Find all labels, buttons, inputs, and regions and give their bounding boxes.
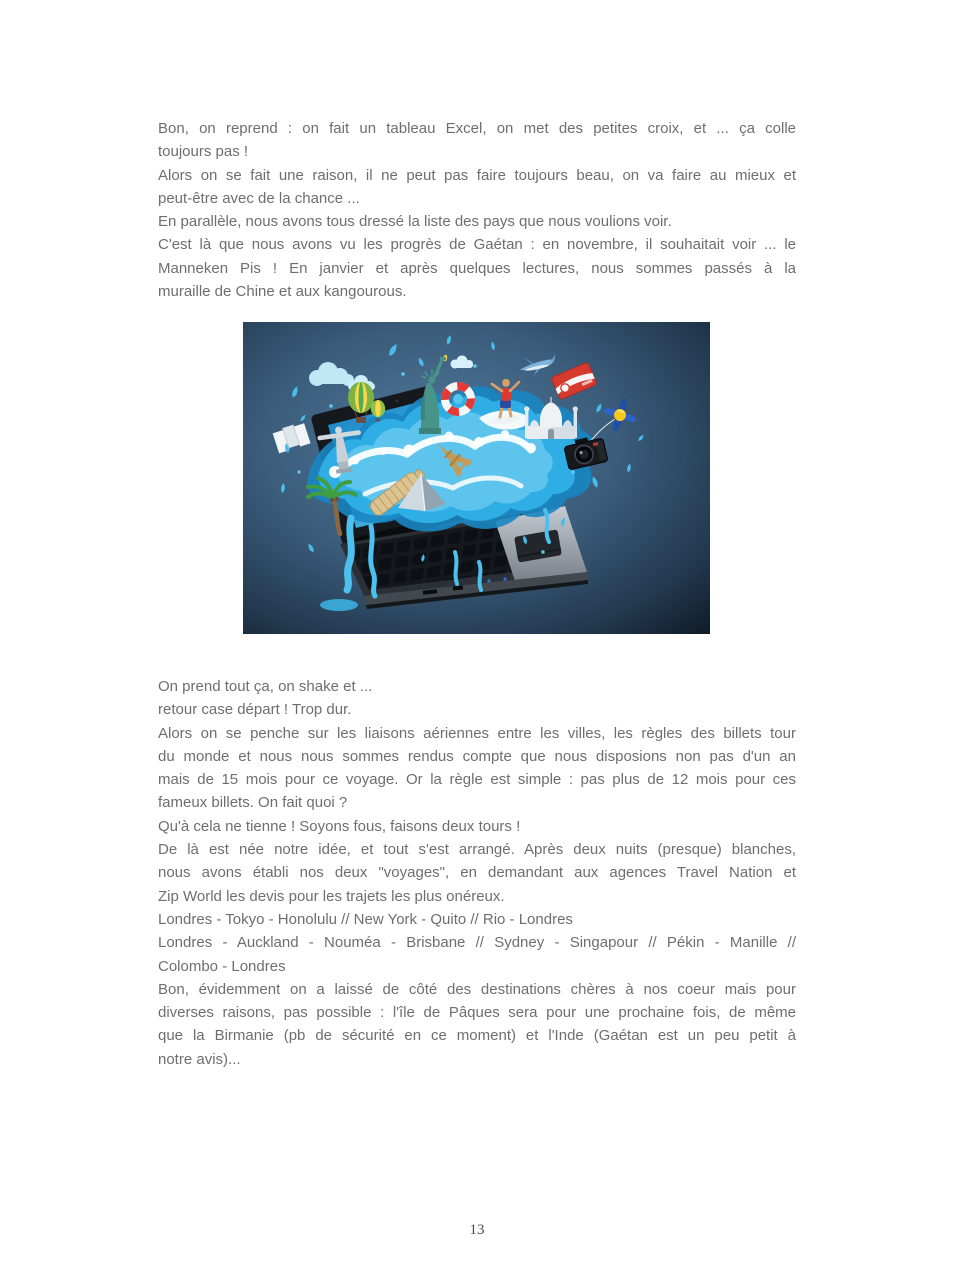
water-pool-icon bbox=[320, 599, 358, 611]
paragraph-line: que la Birmanie (pb de sécurité en ce moment) et l'Inde (Gaétan est un peu petit à bbox=[158, 1027, 796, 1045]
page-number: 13 bbox=[469, 1222, 485, 1238]
paragraph-line: notre avis)... bbox=[158, 1050, 241, 1068]
paragraph-line: retour case départ ! Trop dur. bbox=[158, 701, 352, 719]
paragraph-line: Londres - Auckland - Nouméa - Brisbane // Sydney - Singapour // Pékin - Manille // bbox=[158, 934, 796, 952]
paragraph-line: Manneken Pis ! En janvier et après quelques lectures, nous sommes passés à la bbox=[158, 259, 796, 277]
paragraph-line: C'est là que nous avons vu les progrès de Gaétan : en novembre, il souhaitait voir ... le bbox=[158, 236, 796, 254]
paragraph-line: De là est née notre idée, et tout s'est arrangé. Après deux nuits (presque) blanches, bbox=[158, 841, 796, 859]
paragraph-line: diverses raisons, pas possible : l'île de Pâques sera pour une prochaine fois, de même bbox=[158, 1004, 796, 1022]
paragraph-line: Zip World les devis pour les trajets les plus onéreux. bbox=[158, 887, 505, 905]
paragraph-line: Alors on se penche sur les liaisons aériennes entre les villes, les règles des billets tour bbox=[158, 724, 796, 742]
lifebuoy-icon bbox=[442, 383, 475, 416]
paragraph-line: du monde et nous nous sommes rendus compte que nous disposions non pas d'un an bbox=[158, 747, 796, 765]
paragraph-line: Qu'à cela ne tienne ! Soyons fous, faisons deux tours ! bbox=[158, 817, 521, 835]
paragraph-line: mais de 15 mois pour ce voyage. Or la règle est simple : pas plus de 12 mois pour ces bbox=[158, 771, 796, 789]
paragraph-line: Londres - Tokyo - Honolulu // New York - Quito // Rio - Londres bbox=[158, 910, 573, 928]
paragraph-line: En parallèle, nous avons tous dressé la liste des pays que nous voulions voir. bbox=[158, 213, 672, 231]
paragraph-line: Alors on se fait une raison, il ne peut pas faire toujours beau, on va faire au mieux et bbox=[158, 166, 796, 184]
paragraph-line: peut-être avec de la chance ... bbox=[158, 189, 360, 207]
paragraph-line: Bon, on reprend : on fait un tableau Excel, on met des petites croix, et ... ça colle bbox=[158, 120, 796, 137]
travel-illustration-image bbox=[243, 322, 710, 634]
paragraphs-top bbox=[158, 117, 796, 303]
paragraph-line: Bon, évidemment on a laissé de côté des destinations chères à nos coeur mais pour bbox=[158, 980, 796, 998]
paragraph-line: toujours pas ! bbox=[158, 143, 249, 161]
paragraph-line: Colombo - Londres bbox=[158, 957, 286, 975]
paragraph-line: On prend tout ça, on shake et ... bbox=[158, 678, 373, 695]
paragraph-line: nous avons établi nos deux "voyages", en demandant aux agences Travel Nation et bbox=[158, 864, 796, 882]
paragraphs-bottom bbox=[158, 675, 796, 1071]
paragraph-line: fameux billets. On fait quoi ? bbox=[158, 794, 348, 812]
paragraph-line: muraille de Chine et aux kangourous. bbox=[158, 283, 407, 301]
